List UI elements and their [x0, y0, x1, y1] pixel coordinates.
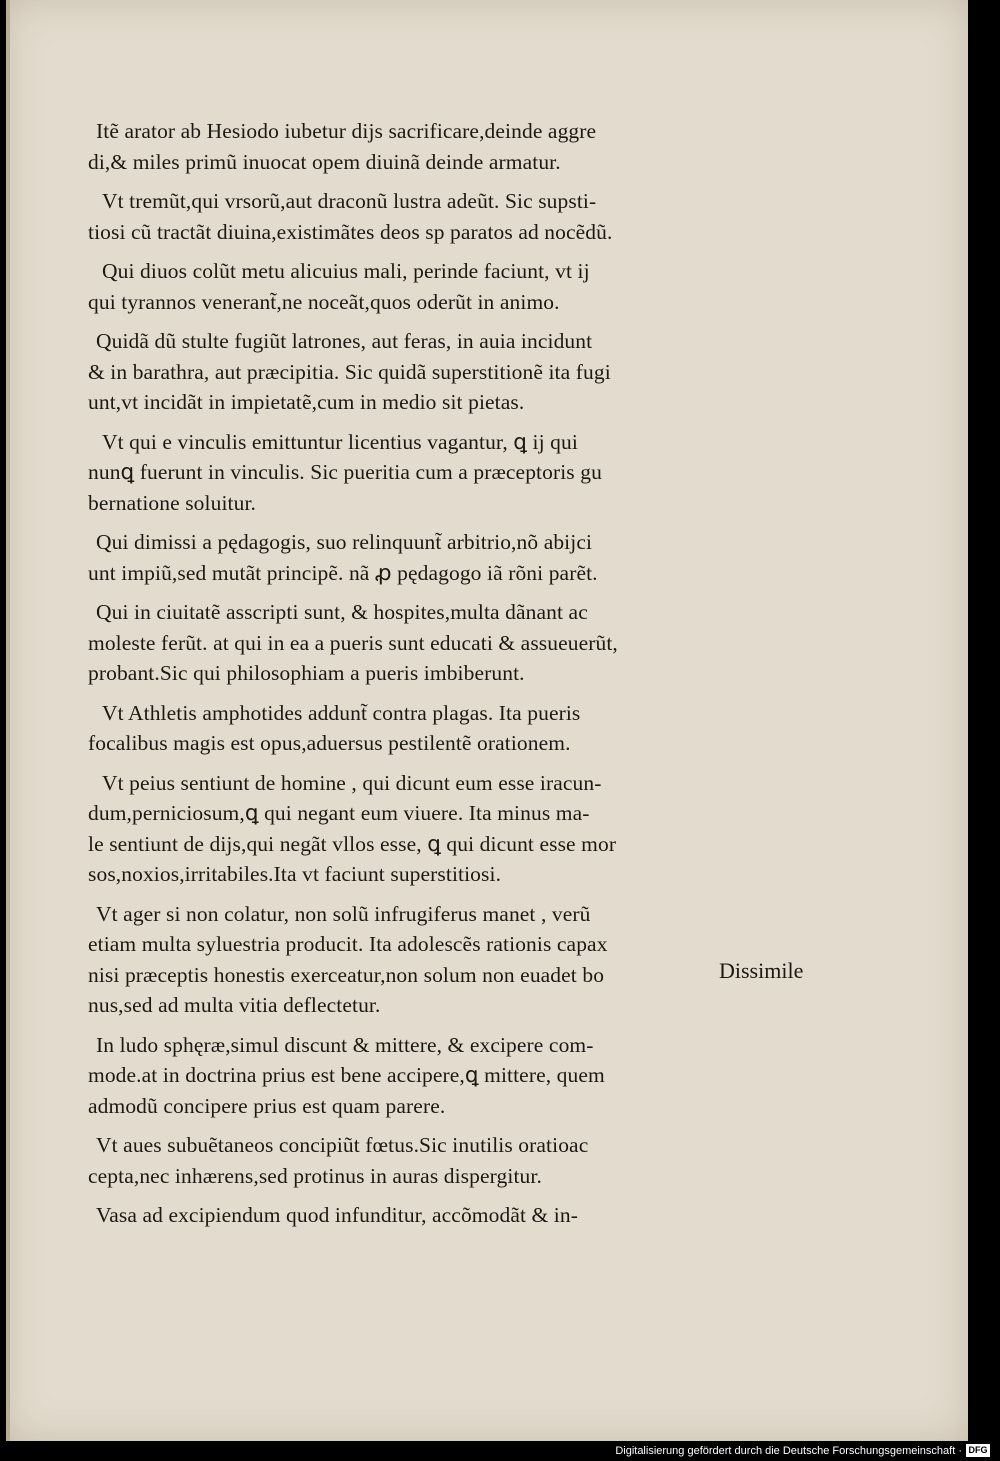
text-line: di,& miles primũ inuocat opem diuinã deinde armatur.	[88, 149, 561, 174]
text-line: tiosi cũ tractãt diuina,existimãtes deos sp paratos ad nocẽdũ.	[88, 219, 613, 244]
text-line: Itẽ arator ab Hesiodo iubetur dijs sacrificare,deinde aggre	[96, 119, 597, 143]
text-line: Vt Athletis amphotides addunt̃ contra plagas. Ita pueris	[102, 700, 581, 725]
text-line: Qui diuos colũt metu alicuius mali, perinde faciunt, vt ij	[102, 259, 590, 283]
text-line: unt,vt incidãt in impietatẽ,cum in medio sit pietas.	[88, 390, 525, 414]
marginal-note: Dissimile	[719, 958, 804, 983]
text-line: moleste ferũt. at qui in ea a pueris sunt educati & assueuerũt,	[88, 630, 618, 655]
paragraph	[88, 1030, 728, 1122]
text-line: Qui dimissi a pędagogis, suo relinquunt̃ arbitrio,nõ abijci	[96, 530, 593, 554]
text-line: nus,sed ad multa vitia deflectetur.	[88, 993, 381, 1017]
text-line: unt impiũ,sed mutãt principẽ. nã ꝓ pędagogo iã rõni parẽt.	[88, 560, 598, 585]
text-line: admodũ concipere prius est quam parere.	[88, 1093, 446, 1118]
text-line: sos,noxios,irritabiles.Ita vt faciunt superstitiosi.	[88, 862, 502, 886]
page-binding-edge	[6, 0, 10, 1441]
text-line: Vt tremũt,qui vrsorũ,aut draconũ lustra adeũt. Sic supsti-	[102, 189, 597, 213]
text-line: dum,perniciosum,ꝗ qui negant eum viuere. Ita minus ma-	[88, 801, 590, 825]
paragraph	[88, 326, 728, 418]
text-line: qui tyrannos venerant̃,ne noceãt,quos oderũt in animo.	[88, 289, 560, 314]
text-line: focalibus magis est opus,aduersus pestilentẽ orationem.	[88, 731, 571, 755]
paragraph	[88, 256, 728, 317]
paragraph	[88, 1200, 728, 1231]
text-line: cepta,nec inhærens,sed protinus in auras dispergitur.	[88, 1163, 542, 1188]
text-line: Vt qui e vinculis emittuntur licentius vagantur, ꝗ ij qui	[102, 429, 578, 454]
dfg-logo-icon: DFG	[966, 1444, 990, 1457]
text-line: nunꝗ fuerunt in vinculis. Sic pueritia cum a præceptoris gu	[88, 460, 602, 484]
paragraph	[88, 186, 728, 247]
text-line: Vt ager si non colatur, non solũ infrugiferus manet , verũ	[96, 901, 591, 926]
text-line: Vt peius sentiunt de homine , qui dicunt eum esse iracun-	[102, 770, 602, 795]
text-line: le sentiunt de dijs,qui negãt vllos esse, ꝗ qui dicunt esse mor	[88, 831, 617, 856]
paragraph	[88, 116, 728, 177]
paragraph	[88, 427, 728, 519]
text-line: Quidã dũ stulte fugiũt latrones, aut feras, in auia incidunt	[96, 329, 593, 353]
paragraph	[88, 597, 728, 689]
text-line: & in barathra, aut præcipitia. Sic quidã superstitionẽ ita fugi	[88, 359, 611, 384]
paragraph	[88, 698, 728, 759]
text-line: etiam multa syluestria producit. Ita adolescẽs rationis capax	[88, 932, 608, 956]
text-line: bernatione soluitur.	[88, 490, 256, 515]
text-line: Vasa ad excipiendum quod infunditur, accõmodãt & in-	[96, 1203, 578, 1227]
text-line: probant.Sic qui philosophiam a pueris imbiberunt.	[88, 661, 525, 685]
text-line: nisi præceptis honestis exerceatur,non solum non euadet bo	[88, 962, 605, 987]
text-line: mode.at in doctrina prius est bene accipere,ꝗ mittere, quem	[88, 1063, 605, 1087]
text-line: Vt aues subuẽtaneos concipiũt fœtus.Sic inutilis oratioac	[96, 1133, 589, 1157]
digitization-credit: Digitalisierung gefördert durch die Deutsche Forschungsgemeinschaft ·	[615, 1445, 962, 1457]
text-line: In ludo sphęræ,simul discunt & mittere, & excipere com-	[96, 1032, 594, 1057]
paragraph	[88, 1130, 728, 1191]
paragraph	[88, 899, 728, 1021]
text-line: Qui in ciuitatẽ asscripti sunt, & hospites,multa dãnant ac	[96, 600, 588, 624]
paragraph	[88, 527, 728, 588]
paragraph	[88, 768, 728, 890]
body-text	[88, 116, 728, 1240]
